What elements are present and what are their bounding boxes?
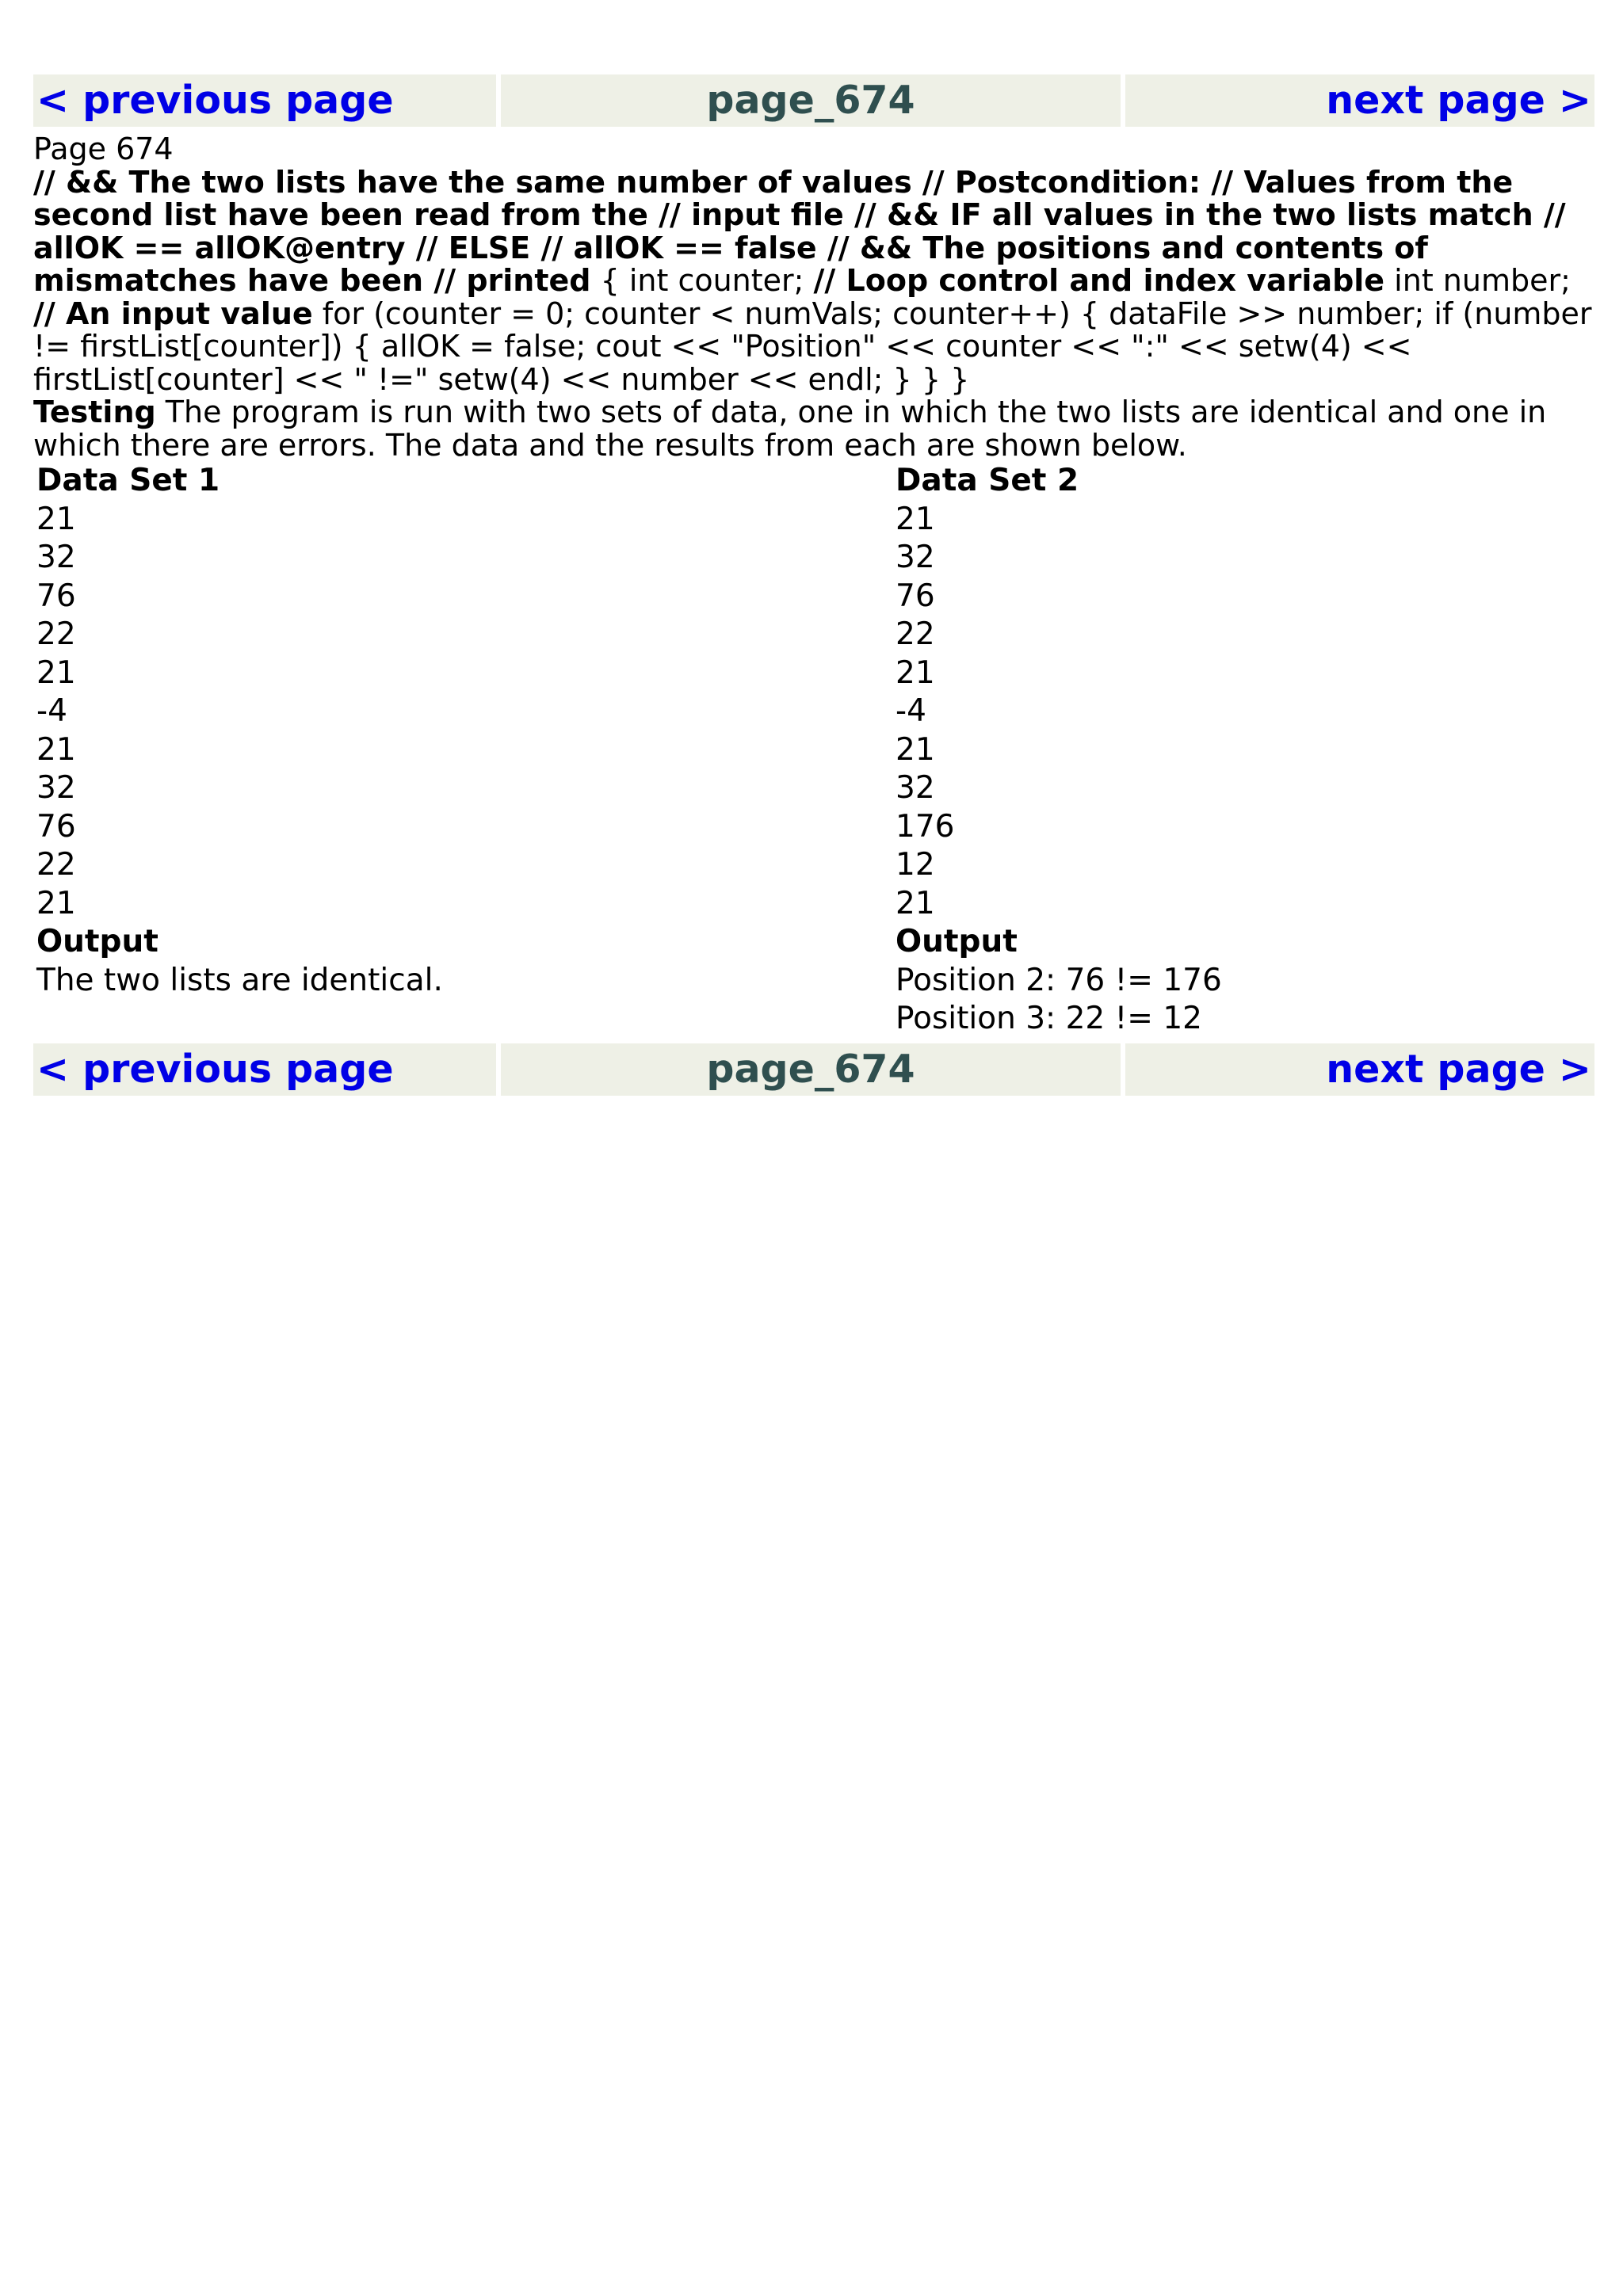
table-cell: 21 xyxy=(36,885,76,921)
previous-page-link[interactable]: < previous page xyxy=(36,78,394,123)
table-cell: 32 xyxy=(36,770,76,806)
table-cell: 22 xyxy=(36,847,76,883)
output-1-header: Output xyxy=(36,924,158,959)
testing-heading: Testing xyxy=(33,395,156,429)
table-row xyxy=(33,808,1599,847)
testing-text: The program is run with two sets of data, one in which the two lists are identical and one in which there are errors. The data and the results from each are shown below. xyxy=(33,395,1547,463)
code-text-loop: for (counter = 0; counter < numVals; counter++) { dataFile >> number; if (number != firstList[counter]) { allOK = false; cout << "Position" << counter << ":" << setw(4) << firstList[counter] << " !=" setw(4) << number << endl; } } } xyxy=(33,296,1592,397)
table-cell: 22 xyxy=(36,616,76,652)
table-cell: Position 3: 22 != 12 xyxy=(896,1001,1202,1036)
table-cell: 32 xyxy=(36,540,76,575)
page-label: page_674 xyxy=(706,78,915,123)
table-cell: -4 xyxy=(896,693,926,729)
prev-page-cell-bottom xyxy=(33,1043,496,1096)
data-rows xyxy=(33,501,1599,924)
previous-page-link-bottom[interactable]: < previous page xyxy=(36,1046,394,1092)
table-row xyxy=(33,885,1599,924)
output-row xyxy=(33,962,1599,1001)
table-cell: 21 xyxy=(896,654,935,691)
page-label-cell xyxy=(501,74,1121,127)
table-cell: 21 xyxy=(896,731,935,768)
next-page-link[interactable]: next page > xyxy=(1326,78,1591,123)
table-cell: 21 xyxy=(896,501,935,537)
table-cell: -4 xyxy=(36,693,67,729)
table-cell: 21 xyxy=(36,654,76,691)
page-number-text: Page 674 xyxy=(33,132,174,166)
prev-page-cell xyxy=(33,74,496,127)
page-content xyxy=(33,133,1599,1039)
table-row xyxy=(33,692,1599,731)
table-cell: 32 xyxy=(896,770,935,806)
table-cell xyxy=(33,1000,892,1039)
table-cell: 12 xyxy=(896,847,935,883)
table-row xyxy=(33,616,1599,654)
top-navigation-bar xyxy=(33,74,1599,127)
table-cell: 22 xyxy=(896,616,935,652)
data-set-1-header: Data Set 1 xyxy=(36,463,220,498)
table-cell: Position 2: 76 != 176 xyxy=(896,962,1222,998)
table-row xyxy=(33,654,1599,693)
next-page-link-bottom[interactable]: next page > xyxy=(1326,1046,1591,1092)
output-header-row xyxy=(33,923,1599,962)
table-cell: 21 xyxy=(36,731,76,768)
code-paragraph xyxy=(33,166,1599,397)
table-cell: 76 xyxy=(36,808,76,845)
code-text-number: int number; xyxy=(1384,263,1571,298)
output-2-header: Output xyxy=(896,924,1018,959)
page-label-cell-bottom xyxy=(501,1043,1121,1096)
code-comment-postcondition: // && The two lists have the same number of values // Postcondition: // Values from the second list have been read from the // input file // && IF all values in the two lists match // allOK == allOK@entry // ELSE // allOK == false // && The positions and contents of mismatches have been // printed xyxy=(33,164,1566,298)
next-page-cell-bottom xyxy=(1125,1043,1594,1096)
table-cell: 176 xyxy=(896,808,955,845)
testing-paragraph xyxy=(33,396,1599,462)
table-row xyxy=(33,578,1599,616)
next-page-cell xyxy=(1125,74,1594,127)
page-label-bottom: page_674 xyxy=(706,1046,915,1092)
bottom-navigation-bar xyxy=(33,1043,1599,1096)
code-text-declaration: { int counter; xyxy=(590,263,814,298)
table-cell: The two lists are identical. xyxy=(36,962,443,998)
table-cell: 21 xyxy=(896,885,935,921)
table-cell: 32 xyxy=(896,540,935,575)
table-header-row xyxy=(33,462,1599,501)
code-comment-input-value: // An input value xyxy=(33,296,313,331)
data-sets-table xyxy=(33,462,1599,1039)
table-cell: 21 xyxy=(36,501,76,537)
table-row xyxy=(33,769,1599,808)
table-row xyxy=(33,539,1599,578)
output-rows xyxy=(33,962,1599,1039)
table-row xyxy=(33,846,1599,885)
data-set-2-header: Data Set 2 xyxy=(896,463,1079,498)
output-row xyxy=(33,1000,1599,1039)
code-comment-loop-control: // Loop control and index variable xyxy=(813,263,1385,298)
table-cell: 76 xyxy=(36,578,76,614)
document-page xyxy=(33,74,1599,1096)
table-row xyxy=(33,501,1599,540)
table-cell: 76 xyxy=(896,578,935,614)
table-row xyxy=(33,731,1599,770)
